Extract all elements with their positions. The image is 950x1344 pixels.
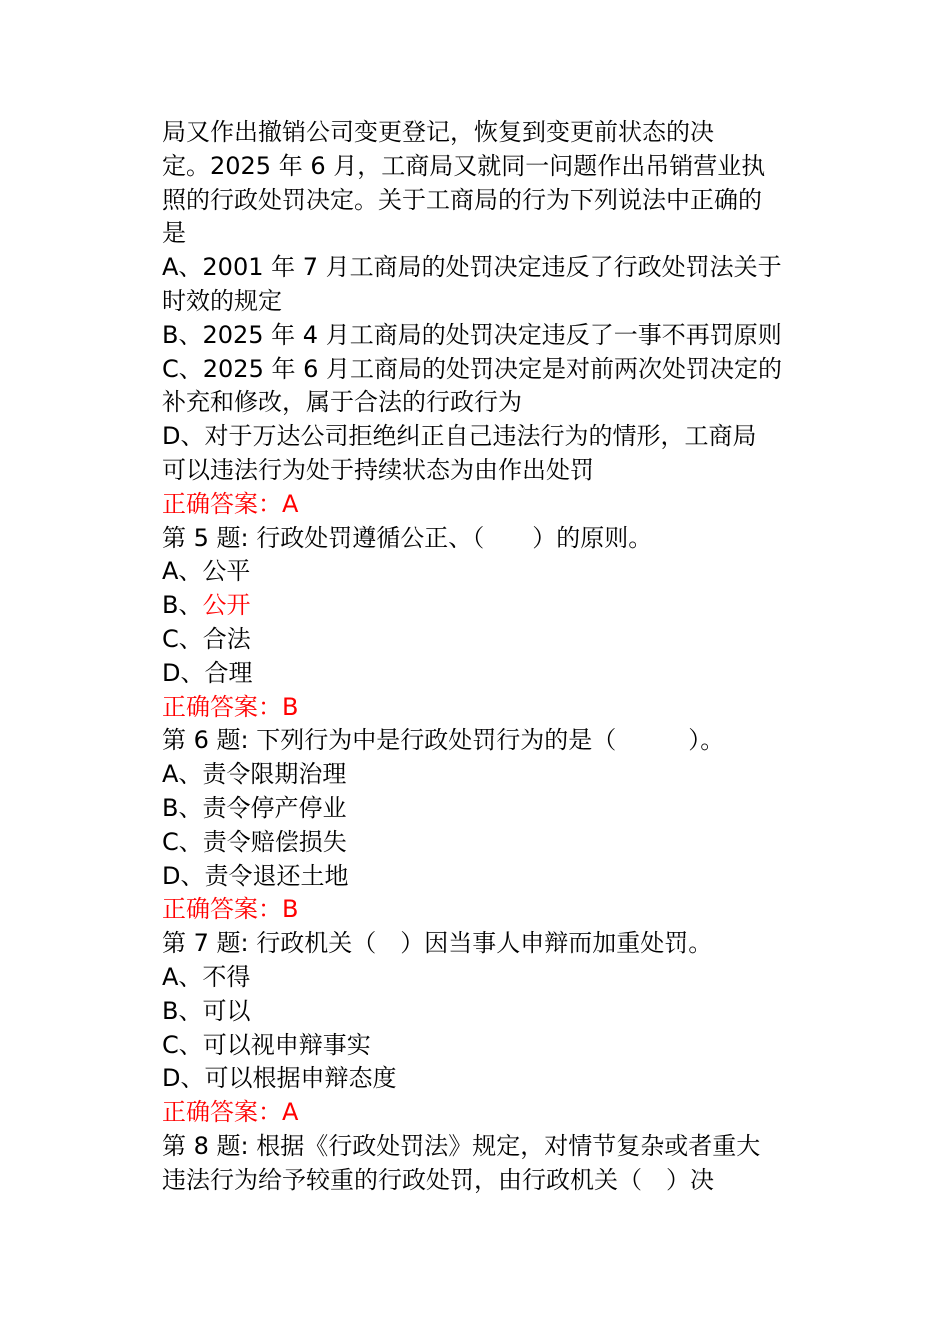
correct-answer: 正确答案：A <box>162 489 299 518</box>
option-b: B、可以 <box>162 996 251 1025</box>
question-6: 第 6 题: 下列行为中是行政处罚行为的是（ ）。 <box>162 726 725 755</box>
text-line: 是 <box>162 219 186 248</box>
option-c: C、合法 <box>162 624 251 653</box>
option-d: D、对于万达公司拒绝纠正自己违法行为的情形，工商局 <box>162 422 757 451</box>
correct-answer: 正确答案：A <box>162 1098 299 1127</box>
option-a: A、公平 <box>162 557 251 586</box>
correct-answer: 正确答案：B <box>162 895 299 924</box>
text-line: 补充和修改，属于合法的行政行为 <box>162 388 522 417</box>
option-prefix: B、 <box>162 591 203 620</box>
option-d: D、可以根据申辩态度 <box>162 1064 397 1093</box>
text-line: 局又作出撤销公司变更登记，恢复到变更前状态的决 <box>162 118 714 146</box>
text-line: 定。2025 年 6 月，工商局又就同一问题作出吊销营业执 <box>162 151 766 180</box>
correct-answer: 正确答案：B <box>162 692 299 721</box>
option-d: D、责令退还土地 <box>162 861 349 890</box>
option-c: C、2025 年 6 月工商局的处罚决定是对前两次处罚决定的 <box>162 354 782 383</box>
document-page <box>162 116 812 1198</box>
text-line: 可以违法行为处于持续状态为由作出处罚 <box>162 455 594 484</box>
option-text-highlighted: 公开 <box>202 591 251 620</box>
option-a: A、责令限期治理 <box>162 760 347 789</box>
question-7: 第 7 题: 行政机关（ ）因当事人申辩而加重处罚。 <box>162 929 713 958</box>
text-line: 违法行为给予较重的行政处罚，由行政机关（ ）决 <box>162 1165 714 1194</box>
option-b: B、2025 年 4 月工商局的处罚决定违反了一事不再罚原则 <box>162 320 782 349</box>
option-a: A、不得 <box>162 962 251 991</box>
text-line: 时效的规定 <box>162 286 282 315</box>
option-c: C、责令赔偿损失 <box>162 827 347 856</box>
option-c: C、可以视申辩事实 <box>162 1030 371 1059</box>
option-b: B、责令停产停业 <box>162 793 347 822</box>
question-8: 第 8 题: 根据《行政处罚法》规定，对情节复杂或者重大 <box>162 1131 761 1160</box>
question-5: 第 5 题: 行政处罚遵循公正、（ ）的原则。 <box>162 523 653 552</box>
option-b <box>162 589 812 623</box>
text-line: 照的行政处罚决定。关于工商局的行为下列说法中正确的 <box>162 185 762 214</box>
option-d: D、合理 <box>162 658 253 687</box>
option-a: A、2001 年 7 月工商局的处罚决定违反了行政处罚法关于 <box>162 253 782 282</box>
